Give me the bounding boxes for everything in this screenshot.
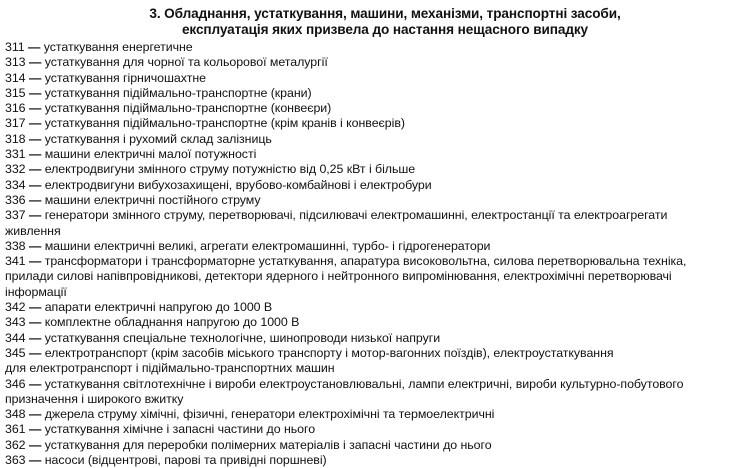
item-dash: — [28, 101, 42, 116]
item-code: 316 [5, 101, 26, 116]
list-item [5, 377, 726, 408]
item-dash: — [28, 345, 42, 360]
item-dash: — [28, 330, 42, 345]
item-dash: — [28, 407, 42, 422]
item-dash: — [28, 116, 42, 131]
item-code: 317 [5, 116, 26, 131]
item-description-continuation: прилади силові напівпровідникові, детектори ядерного і нейтронного випромінювання, електрохімічні перетворювачі [5, 269, 672, 284]
item-description: устаткування і рухомий склад залізниць [44, 131, 272, 146]
list-item [5, 178, 726, 193]
list-item [5, 315, 726, 330]
list-item [5, 71, 726, 86]
item-dash: — [28, 376, 42, 391]
item-dash: — [28, 437, 42, 452]
item-code: 334 [5, 177, 26, 192]
list-item [5, 116, 726, 131]
item-code: 345 [5, 345, 26, 360]
item-description: машини електричні малої потужності [44, 147, 257, 162]
item-description: устаткування енергетичне [43, 40, 193, 54]
item-description: устаткування підіймально-транспортне (крани) [44, 85, 312, 100]
item-code: 361 [5, 422, 26, 437]
list-item [5, 162, 726, 177]
item-code: 315 [5, 85, 26, 100]
item-code: 311 [5, 40, 25, 54]
item-code: 344 [5, 330, 26, 345]
item-description: устаткування спеціальне технологічне, шинопроводи низької напруги [44, 330, 441, 345]
list-item [5, 331, 726, 346]
list-item [5, 193, 726, 208]
item-dash: — [28, 422, 42, 437]
list-item [5, 453, 726, 468]
item-dash: — [28, 131, 42, 146]
item-description: трансформатори і трансформаторне устаткування, апаратура високовольтна, силова перетворювальна техніка, [44, 254, 687, 269]
item-dash: — [28, 192, 42, 207]
item-code: 318 [5, 131, 26, 146]
item-description: комплектне обладнання напругою до 1000 В [44, 315, 300, 330]
item-dash: — [28, 85, 42, 100]
item-dash: — [28, 208, 42, 223]
item-code: 313 [5, 55, 26, 70]
list-item [5, 55, 726, 70]
list-item [5, 101, 726, 116]
item-dash: — [28, 162, 42, 177]
list-item [5, 208, 726, 239]
item-dash: — [28, 177, 42, 192]
item-code: 346 [5, 376, 26, 391]
item-description: устаткування для чорної та кольорової металургії [44, 55, 328, 70]
item-code: 332 [5, 162, 26, 177]
item-code: 314 [5, 70, 26, 85]
item-description: устаткування підіймально-транспортне (крім кранів і конвеєрів) [44, 116, 405, 131]
item-description: машини електричні великі, агрегати електромашинні, турбо- і гідрогенератори [44, 238, 491, 253]
list-item [5, 254, 726, 300]
item-description: електродвигуни змінного струму потужністю від 0,25 кВт і більше [44, 162, 416, 177]
item-description: джерела струму хімічні, фізичні, генератори електрохімічні та термоелектричні [44, 407, 495, 422]
list-item [5, 132, 726, 147]
item-description: електродвигуни вибухозахищені, врубово-комбайнові і електробури [44, 177, 432, 192]
list-item [5, 300, 726, 315]
item-code: 337 [5, 208, 26, 223]
item-code: 338 [5, 238, 26, 253]
document-page [0, 6, 730, 468]
list-item [5, 346, 726, 377]
item-code: 336 [5, 192, 26, 207]
section-heading-line-1: 3. Обладнання, устаткування, машини, механізми, транспортні засоби, [149, 6, 621, 21]
list-item [5, 407, 726, 422]
section-heading [60, 6, 710, 38]
item-description: устаткування хімічне і запасні частини до нього [44, 422, 316, 437]
list-item [5, 239, 726, 254]
item-description: устаткування світлотехнічне і вироби електроустановлювальні, лампи електричні, вироби культурно-побутового [44, 376, 684, 391]
list-item [5, 147, 726, 162]
item-description: генератори змінного струму, перетворювачі, підсилювачі електромашинні, електростанції та електроагрегати [44, 208, 668, 223]
item-description: машини електричні постійного струму [44, 192, 261, 207]
item-code: 362 [5, 437, 26, 452]
item-description-continuation: живлення [5, 223, 61, 238]
item-dash: — [28, 70, 42, 85]
item-description: устаткування гірничошахтне [44, 70, 206, 85]
list-item [5, 438, 726, 453]
item-code: 343 [5, 315, 26, 330]
item-dash: — [28, 238, 42, 253]
list-item [5, 40, 726, 55]
item-dash: — [28, 453, 42, 468]
item-dash: — [28, 147, 42, 162]
item-description: апарати електричні напругою до 1000 В [44, 300, 273, 315]
item-description: насоси (відцентрові, парові та привідні поршневі) [44, 453, 327, 468]
item-description-continuation: для електротранспорт і підіймально-транспортних машин [5, 361, 335, 376]
item-dash: — [28, 300, 42, 315]
item-code: 331 [5, 147, 26, 162]
item-description-continuation: інформації [5, 284, 67, 299]
item-code: 341 [5, 254, 26, 269]
item-description: устаткування підіймально-транспортне (конвеєри) [44, 101, 332, 116]
item-description: електротранспорт (крім засобів міського транспорту і мотор-вагонних поїздів), електроустаткування [44, 345, 614, 360]
item-dash: — [28, 315, 42, 330]
item-code: 342 [5, 300, 26, 315]
item-code: 363 [5, 453, 26, 468]
item-dash: — [28, 55, 42, 70]
item-description-continuation: призначення і широкого вжитку [5, 391, 184, 406]
item-description: устаткування для переробки полімерних матеріалів і запасні частини до нього [44, 437, 492, 452]
item-dash: — [28, 40, 41, 54]
list-item [5, 86, 726, 101]
equipment-code-list [0, 40, 730, 468]
section-heading-line-2: експлуатація яких призвела до настання нещасного випадку [181, 22, 589, 37]
list-item [5, 422, 726, 437]
item-dash: — [28, 254, 42, 269]
item-code: 348 [5, 407, 26, 422]
